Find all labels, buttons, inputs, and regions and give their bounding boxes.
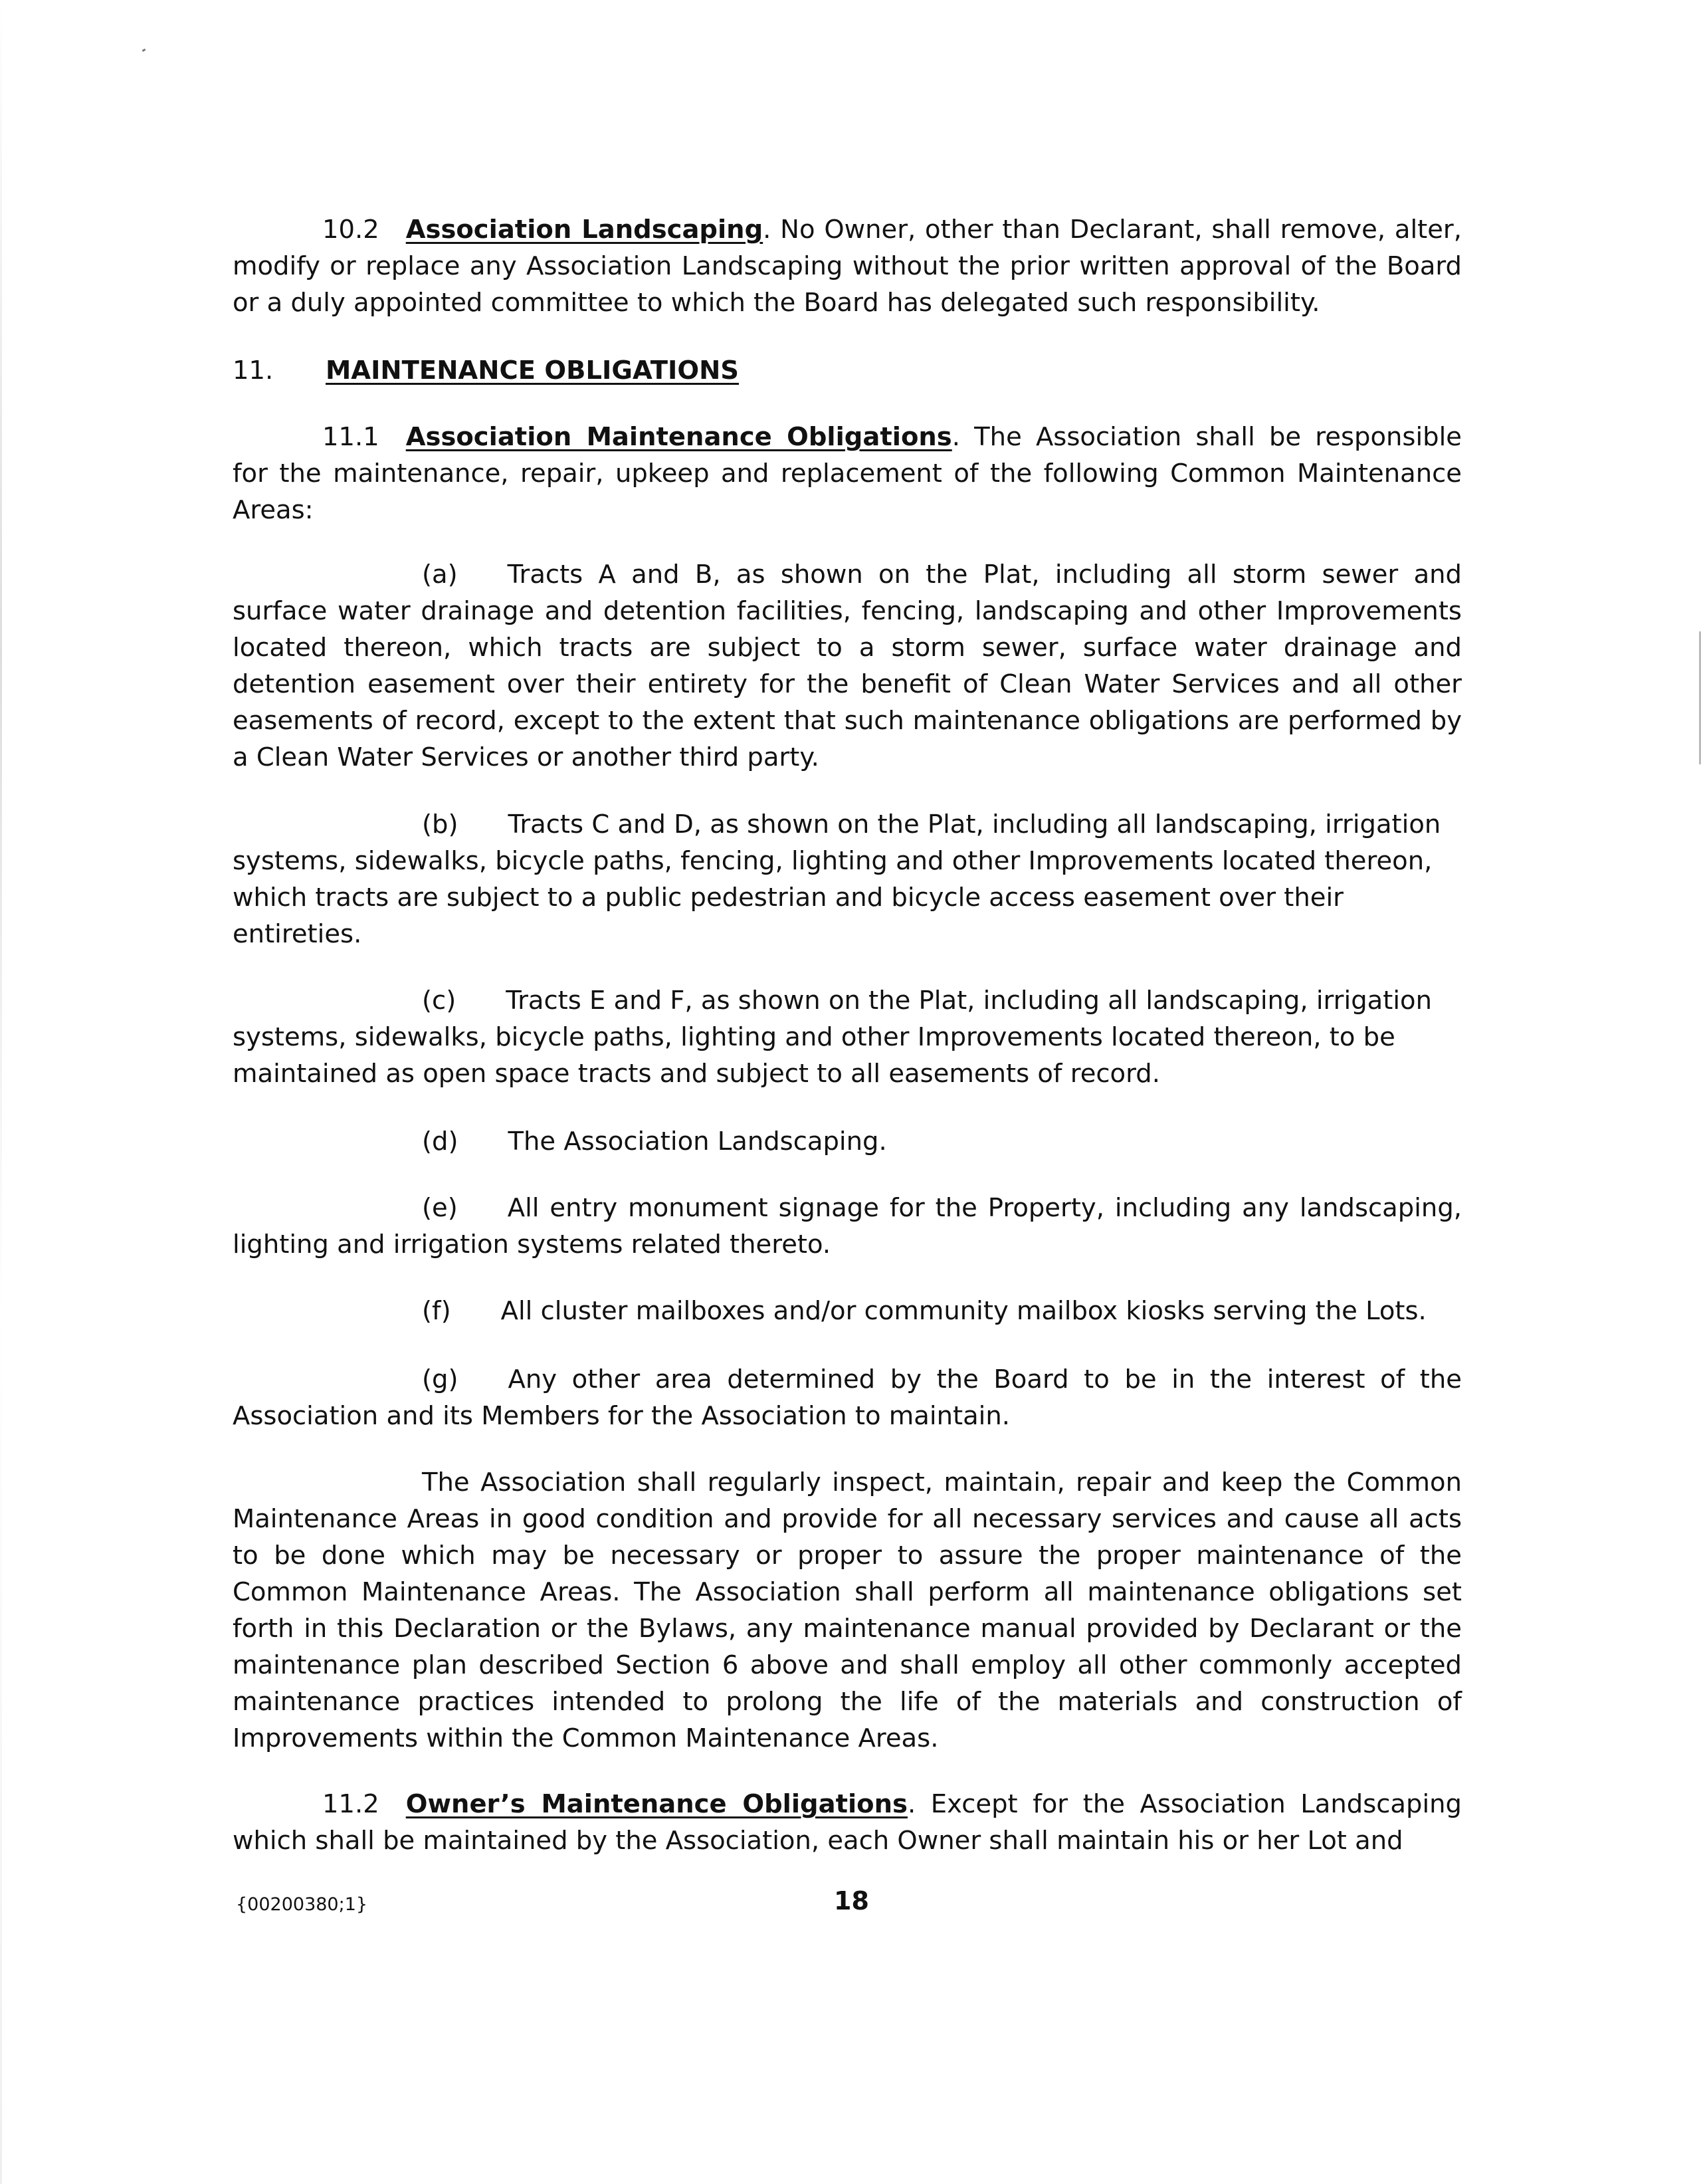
section-number: 11. — [233, 356, 274, 385]
paragraph-text: The Association shall regularly inspect, maintain, repair and keep the Common Maintenance Areas in good condition and provide for all necessary services and cause all acts to be done which may be necessary or proper to assure the proper maintenance of the Common Maintenance Areas. The Association shall perform all maintenance obligations set forth in this Declaration or the Bylaws, any maintenance manual provided by Declarant or the maintenance plan described Section 6 above and shall employ all other commonly accepted maintenance practices intended to prolong the life of the materials and construction of Improvements within the Common Maintenance Areas. — [233, 1468, 1462, 1753]
item-text: Tracts C and D, as shown on the Plat, including all landscaping, irrigation systems, sidewalks, bicycle paths, fencing, lighting and other Improvements located thereon, which tracts are subject to a public pedestrian and bicycle access easement over their entireties. — [233, 810, 1441, 949]
item-label: (c) — [422, 986, 456, 1016]
item-text: Tracts A and B, as shown on the Plat, including all storm sewer and surface water drainage and detention facilities, fencing, landscaping and other Improvements located thereon, which tracts are subject to a storm sewer, surface water drainage and detention easement over their entirety for the benefit of Clean Water Services and all other easements of record, except to the extent that such maintenance obligations are performed by a Clean Water Services or another third party. — [233, 560, 1462, 772]
list-item — [233, 556, 1462, 776]
document-id: {00200380;1} — [236, 1894, 368, 1915]
list-item — [233, 982, 1462, 1092]
item-text: Tracts E and F, as shown on the Plat, including all landscaping, irrigation systems, sidewalks, bicycle paths, lighting and other Improvements located thereon, to be maintained as open space tracts and subject to all easements of record. — [233, 986, 1432, 1089]
paragraph-indent — [233, 1468, 422, 1497]
list-item — [233, 806, 1462, 952]
section-11-2 — [233, 1786, 1462, 1859]
list-item — [233, 1123, 1462, 1160]
item-label: (e) — [422, 1193, 458, 1223]
section-number: 11.1 — [322, 422, 379, 452]
item-text: The Association Landscaping. — [508, 1127, 887, 1156]
item-label: (a) — [422, 560, 458, 590]
item-label: (f) — [422, 1296, 451, 1326]
scan-speck — [142, 49, 146, 52]
item-text: All entry monument signage for the Property, including any landscaping, lighting and irrigation systems related thereto. — [233, 1193, 1462, 1259]
list-item — [233, 1293, 1462, 1329]
section-title: Owner’s Maintenance Obligations — [405, 1789, 908, 1819]
page-number: 18 — [834, 1886, 869, 1915]
section-number: 10.2 — [322, 215, 379, 245]
section-11-1 — [233, 419, 1462, 528]
closing-paragraph — [233, 1464, 1462, 1757]
section-10-2 — [233, 211, 1462, 321]
scan-edge-left — [0, 0, 2, 2184]
section-number: 11.2 — [322, 1789, 379, 1819]
section-11-heading — [233, 352, 1462, 389]
list-item — [233, 1190, 1462, 1263]
item-label: (b) — [422, 810, 458, 839]
section-text: . No Owner, other than Declarant, shall remove, alter, modify or replace any Association Landscaping without the prior written approval of the Board or a duly appointed committee to which the Board has delegated such responsibility. — [233, 215, 1462, 318]
item-label: (g) — [422, 1365, 458, 1394]
section-title: MAINTENANCE OBLIGATIONS — [326, 356, 740, 385]
list-item — [233, 1361, 1462, 1434]
section-title: Association Maintenance Obligations — [405, 422, 952, 452]
section-title: Association Landscaping — [405, 215, 763, 245]
section-text: . The Association shall be responsible for the maintenance, repair, upkeep and replacement of the following Common Maintenance Areas: — [233, 422, 1462, 525]
item-text: All cluster mailboxes and/or community mailbox kiosks serving the Lots. — [500, 1296, 1427, 1326]
item-label: (d) — [422, 1127, 458, 1156]
item-text: Any other area determined by the Board to be in the interest of the Association and its Members for the Association to maintain. — [233, 1365, 1462, 1431]
section-text: . Except for the Association Landscaping which shall be maintained by the Association, each Owner shall maintain his or her Lot and — [233, 1789, 1462, 1856]
